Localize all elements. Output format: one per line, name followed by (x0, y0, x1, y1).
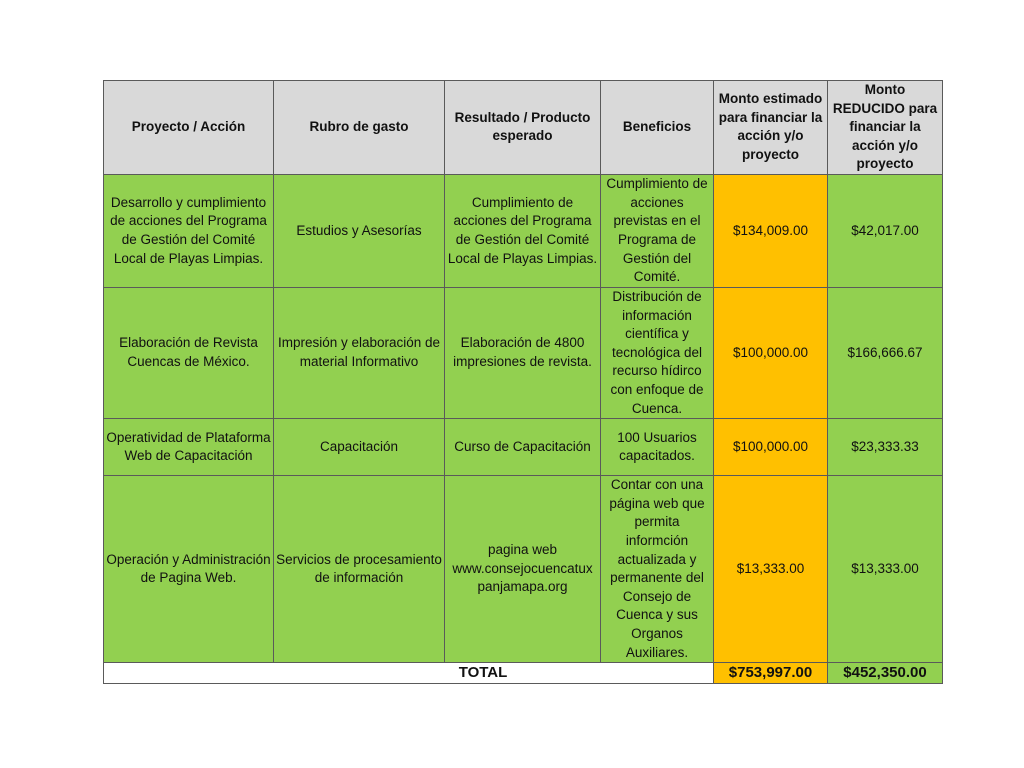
cell-monto-estimado: $100,000.00 (714, 419, 828, 476)
header-resultado: Resultado / Producto esperado (445, 81, 601, 175)
cell-beneficios: Contar con una página web que permita informción actualizada y permanente del Consejo de Cuenca y sus Organos Auxiliares. (601, 476, 714, 663)
cell-rubro: Capacitación (274, 419, 445, 476)
header-beneficios: Beneficios (601, 81, 714, 175)
cell-rubro: Estudios y Asesorías (274, 174, 445, 287)
cell-proyecto: Elaboración de Revista Cuencas de México. (104, 287, 274, 418)
cell-beneficios: 100 Usuarios capacitados. (601, 419, 714, 476)
total-row (104, 663, 943, 684)
cell-rubro: Servicios de procesamiento de información (274, 476, 445, 663)
header-monto-estimado: Monto estimado para financiar la acción y/o proyecto (714, 81, 828, 175)
cell-monto-estimado: $13,333.00 (714, 476, 828, 663)
cell-beneficios: Distribución de información científica y tecnológica del recurso hídirco con enfoque de Cuenca. (601, 287, 714, 418)
table-row (104, 287, 943, 418)
cell-proyecto: Operación y Administración de Pagina Web. (104, 476, 274, 663)
total-monto-estimado: $753,997.00 (714, 663, 828, 684)
cell-monto-reducido: $23,333.33 (828, 419, 943, 476)
table-row (104, 419, 943, 476)
header-rubro: Rubro de gasto (274, 81, 445, 175)
total-monto-reducido: $452,350.00 (828, 663, 943, 684)
header-monto-reducido: Monto REDUCIDO para financiar la acción y/o proyecto (828, 81, 943, 175)
cell-monto-estimado: $134,009.00 (714, 174, 828, 287)
cell-monto-reducido: $166,666.67 (828, 287, 943, 418)
header-row (104, 81, 943, 175)
cell-beneficios: Cumplimiento de acciones previstas en el Programa de Gestión del Comité. (601, 174, 714, 287)
cell-monto-reducido: $13,333.00 (828, 476, 943, 663)
total-label: TOTAL (104, 663, 714, 684)
cell-resultado: Curso de Capacitación (445, 419, 601, 476)
cell-proyecto: Desarrollo y cumplimiento de acciones del Programa de Gestión del Comité Local de Playas Limpias. (104, 174, 274, 287)
cell-resultado: pagina web www.consejocuencatux panjamapa.org (445, 476, 601, 663)
cell-monto-reducido: $42,017.00 (828, 174, 943, 287)
cell-rubro: Impresión y elaboración de material Informativo (274, 287, 445, 418)
table-row (104, 476, 943, 663)
table-row (104, 174, 943, 287)
cell-resultado: Cumplimiento de acciones del Programa de Gestión del Comité Local de Playas Limpias. (445, 174, 601, 287)
cell-proyecto: Operatividad de Plataforma Web de Capacitación (104, 419, 274, 476)
header-proyecto: Proyecto / Acción (104, 81, 274, 175)
cell-monto-estimado: $100,000.00 (714, 287, 828, 418)
budget-table (103, 80, 943, 684)
cell-resultado: Elaboración de 4800 impresiones de revista. (445, 287, 601, 418)
